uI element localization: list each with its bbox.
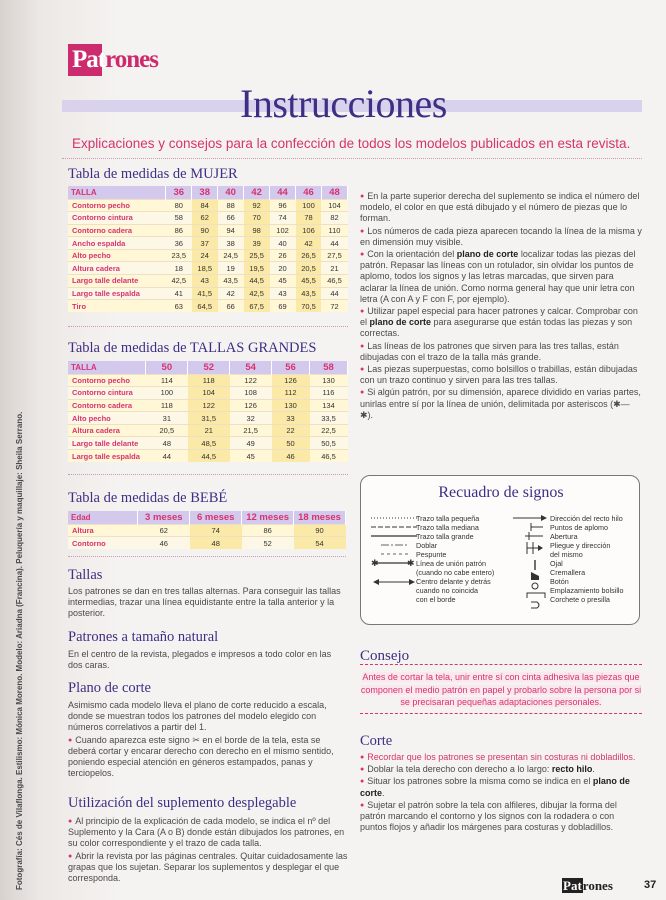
table-cell: 37 xyxy=(192,237,218,250)
table-cell: 98 xyxy=(244,224,270,237)
table-cell: 31 xyxy=(146,412,188,425)
table-cell: 23,5 xyxy=(166,249,192,262)
header-size: 56 xyxy=(272,361,310,374)
row-label: Contorno cintura xyxy=(68,387,146,400)
abertura-icon xyxy=(525,532,543,540)
table-cell: 21 xyxy=(188,424,230,437)
page-title: Instrucciones xyxy=(240,81,447,126)
subtitle-rule xyxy=(62,158,642,159)
table-cell: 108 xyxy=(230,387,272,400)
right-signs-symbols xyxy=(511,514,551,614)
row-label: Altura cadera xyxy=(68,424,146,437)
title-bar xyxy=(62,80,642,126)
right-signs-labels xyxy=(550,514,624,604)
table-row xyxy=(68,212,348,225)
logo-text xyxy=(72,46,158,74)
plano-section xyxy=(68,700,348,780)
table-cell: 70,5 xyxy=(296,300,322,313)
row-label: Largo talle delante xyxy=(68,437,146,450)
svg-text:✱: ✱ xyxy=(371,558,379,568)
table-cell: 44,5 xyxy=(188,450,230,463)
suplemento-section xyxy=(68,816,348,885)
sign-label: Trazo talla grande xyxy=(416,532,474,541)
right-bullet-7: ● Si algún patrón, por su dimensión, aparece dividido en varias partes, unirlas entre sí por la línea de unión, delimitada por asteriscos (✱—✱). xyxy=(360,387,642,421)
tamano-text: En el centro de la revista, plegados e impresos a todo color en las dos caras. xyxy=(68,649,332,671)
row-label: Contorno cadera xyxy=(68,399,146,412)
right-bullet-6: ● Las piezas superpuestas, como bolsillos o trabillas, están dibujadas con un trazo continuo y sirven para las tres tallas. xyxy=(360,364,642,386)
table-cell: 72 xyxy=(321,300,347,313)
header-size: 6 meses xyxy=(190,511,242,524)
table-row xyxy=(68,374,348,387)
table-cell: 130 xyxy=(272,399,310,412)
table-row xyxy=(68,287,348,300)
table-cell: 46 xyxy=(272,450,310,463)
page-subtitle: Explicaciones y consejos para la confección de todos los modelos publicados en esta revista. xyxy=(72,136,631,151)
table-rule xyxy=(68,556,346,557)
table-cell: 45 xyxy=(270,275,296,288)
table-cell: 43 xyxy=(192,275,218,288)
table-row xyxy=(68,537,346,550)
table-rule xyxy=(68,474,348,475)
left-signs-labels xyxy=(416,514,494,604)
header-size: 12 meses xyxy=(242,511,294,524)
table-cell: 110 xyxy=(321,224,347,237)
table-cell: 26 xyxy=(270,249,296,262)
table-cell: 27,5 xyxy=(321,249,347,262)
table-cell: 22,5 xyxy=(310,424,348,437)
header-size: 40 xyxy=(218,186,244,199)
right-column-text xyxy=(360,191,642,422)
logo-rest: rones xyxy=(105,46,158,73)
table-cell: 44,5 xyxy=(244,275,270,288)
bebe-table-title: Tabla de medidas de BEBÉ xyxy=(68,490,228,506)
table-cell: 41 xyxy=(166,287,192,300)
photo-credit: Fotografía: Cés de Vilaflonga. Estilismo: Mónica Moreno. Modelo: Ariadna (Francina). Peluquería y maquillaje: Sheila Serrano. xyxy=(15,411,24,890)
table-cell: 116 xyxy=(310,387,348,400)
table-cell: 46,5 xyxy=(321,275,347,288)
sign-label: del mismo xyxy=(550,550,583,559)
suplemento-bullet-1: ● Al principio de la explicación de cada modelo, se indica el nº del Suplemento y la Cara (A o B) donde están dibujados los patrones, en su color correspondiente y el trazo de cada talla. xyxy=(68,816,348,850)
row-label: Contorno cintura xyxy=(68,212,166,225)
sign-label: (cuando no cabe entero) xyxy=(416,568,495,577)
table-cell: 21,5 xyxy=(230,424,272,437)
table-cell: 33,5 xyxy=(310,412,348,425)
sign-label: Emplazamiento bolsillo xyxy=(550,586,624,595)
bebe-size-table xyxy=(68,511,346,549)
header-size: 3 meses xyxy=(138,511,190,524)
bolsillo-icon xyxy=(527,593,545,598)
header-label: Edad xyxy=(68,511,138,524)
footer-logo-rest: rones xyxy=(582,878,613,893)
table-cell: 50 xyxy=(272,437,310,450)
right-bullet-3 xyxy=(360,249,642,305)
row-label: Contorno pecho xyxy=(68,374,146,387)
table-cell: 82 xyxy=(321,212,347,225)
header-size: 48 xyxy=(321,186,347,199)
table-cell: 118 xyxy=(188,374,230,387)
table-cell: 48,5 xyxy=(188,437,230,450)
sign-label: cuando no coincida xyxy=(416,586,478,595)
table-cell: 44 xyxy=(321,287,347,300)
table-header-row xyxy=(68,186,348,199)
row-label: Altura cadera xyxy=(68,262,166,275)
page-number: 37 xyxy=(644,879,657,891)
signs-title: Recuadro de signos xyxy=(438,484,564,501)
table-row xyxy=(68,199,348,212)
right-bullet-4 xyxy=(360,306,642,340)
table-cell: 112 xyxy=(272,387,310,400)
table-cell: 19,5 xyxy=(244,262,270,275)
table-cell: 43,5 xyxy=(296,287,322,300)
b3-end: localizar todas las piezas del patrón. Repasar las líneas con un rotulador, sin olvidar los puntos de aplomo, todos los signos y las letras marcadas, que sirven para aclarar la línea de unión. Como norma general hay que unir letra con letra (A con A y F con F, por ejemplo). xyxy=(360,249,636,304)
table-cell: 21 xyxy=(321,262,347,275)
table-cell: 36 xyxy=(166,237,192,250)
right-bullet-5: ● Las líneas de los patrones que sirven para las tres tallas, están dibujadas con el trazo de la talla más grande. xyxy=(360,341,642,363)
table-cell: 18 xyxy=(166,262,192,275)
table-cell: 32 xyxy=(230,412,272,425)
corchete-icon xyxy=(531,602,539,608)
sign-label: Trazo talla mediana xyxy=(416,523,479,532)
sign-label: Trazo talla pequeña xyxy=(416,514,480,523)
row-label: Tiro xyxy=(68,300,166,313)
table-row xyxy=(68,437,348,450)
sign-label: Corchete o presilla xyxy=(550,595,610,604)
table-cell: 52 xyxy=(242,537,294,550)
table-cell: 48 xyxy=(146,437,188,450)
table-header-row xyxy=(68,511,346,524)
table-row xyxy=(68,275,348,288)
table-row xyxy=(68,399,348,412)
grandes-size-table xyxy=(68,361,348,462)
table-cell: 86 xyxy=(166,224,192,237)
table-cell: 40 xyxy=(270,237,296,250)
table-cell: 48 xyxy=(190,537,242,550)
footer-logo xyxy=(562,878,613,894)
table-cell: 20,5 xyxy=(146,424,188,437)
linea-union-icon xyxy=(371,558,415,568)
table-cell: 84 xyxy=(192,199,218,212)
header-size: 52 xyxy=(188,361,230,374)
table-header-row xyxy=(68,361,348,374)
table-cell: 126 xyxy=(272,374,310,387)
header-size: 58 xyxy=(310,361,348,374)
consejo-title: Consejo xyxy=(360,648,410,664)
b4-bold: plano de corte xyxy=(369,317,432,328)
svg-text:✱: ✱ xyxy=(407,558,415,568)
table-cell: 64,5 xyxy=(192,300,218,313)
row-label: Largo talle espalda xyxy=(68,450,146,463)
table-cell: 20,5 xyxy=(296,262,322,275)
corte-title: Corte xyxy=(360,733,393,749)
table-cell: 24,5 xyxy=(218,249,244,262)
table-cell: 67,5 xyxy=(244,300,270,313)
b4-start: Utilizar papel especial para hacer patrones y calcar. Comprobar con el xyxy=(360,306,638,328)
suplemento-bullet-2: ● Abrir la revista por las páginas centrales. Quitar cuidadosamente las grapas que los sujetan. Separar los suplementos y desplegar el que corresponda. xyxy=(68,851,348,885)
header-size: 38 xyxy=(192,186,218,199)
table-cell: 38 xyxy=(218,237,244,250)
sign-label: Pliegue y dirección xyxy=(550,541,611,550)
table-cell: 54 xyxy=(294,537,346,550)
table-cell: 42 xyxy=(218,287,244,300)
table-cell: 26,5 xyxy=(296,249,322,262)
consejo-text: Antes de cortar la tela, unir entre sí con cinta adhesiva las piezas que componen el medio patrón en papel y probarlo sobre la persona por si se precisaran pequeñas adaptaciones personales. xyxy=(360,672,642,707)
table-cell: 86 xyxy=(242,524,294,537)
aplomo-icon xyxy=(531,523,543,531)
table-cell: 46,5 xyxy=(310,450,348,463)
table-cell: 46 xyxy=(138,537,190,550)
footer-logo-prefix: Pat xyxy=(563,878,582,893)
corte-b2-text: Doblar la tela derecho con derecho a lo largo: xyxy=(367,764,552,775)
table-cell: 20 xyxy=(270,262,296,275)
header-size: 18 meses xyxy=(294,511,346,524)
corte-bullet-4: ● Sujetar el patrón sobre la tela con alfileres, dibujar la forma del patrón marcando el contorno y los signos con la rodadera o con puntos flojos y añadir los márgenes para costuras y dobladillos. xyxy=(360,800,642,834)
cremallera-icon xyxy=(531,572,539,580)
table-cell: 49 xyxy=(230,437,272,450)
consejo-box xyxy=(360,664,642,714)
centro-delante-icon xyxy=(373,579,415,585)
table-cell: 39 xyxy=(244,237,270,250)
table-cell: 42,5 xyxy=(244,287,270,300)
table-cell: 25,5 xyxy=(244,249,270,262)
recto-hilo-icon xyxy=(513,515,547,521)
table-row xyxy=(68,300,348,313)
table-row xyxy=(68,262,348,275)
corte-bullet-3: ● Situar los patrones sobre la misma como se indica en el plano de corte. xyxy=(360,776,642,798)
table-cell: 100 xyxy=(296,199,322,212)
b3-bold: plano de corte xyxy=(456,249,519,260)
table-cell: 70 xyxy=(244,212,270,225)
table-cell: 104 xyxy=(321,199,347,212)
table-cell: 78 xyxy=(296,212,322,225)
table-cell: 18,5 xyxy=(192,262,218,275)
table-row xyxy=(68,237,348,250)
header-size: 54 xyxy=(230,361,272,374)
row-label: Altura xyxy=(68,524,138,537)
table-cell: 22 xyxy=(272,424,310,437)
sign-label: Centro delante y detrás xyxy=(416,577,491,586)
table-cell: 114 xyxy=(146,374,188,387)
right-bullet-2: ● Los números de cada pieza aparecen tocando la línea de la misma y en dimensión muy visible. xyxy=(360,226,642,248)
row-label: Alto pecho xyxy=(68,249,166,262)
header-label: TALLA xyxy=(68,186,166,199)
sign-label: Pespunte xyxy=(416,550,447,559)
table-cell: 90 xyxy=(192,224,218,237)
mujer-size-table xyxy=(68,186,348,312)
plano-bullet: ● Cuando aparezca este signo ✂ en el borde de la tela, esta se deberá cortar y encarar derecho con derecho en el mismo sentido, poniendo especial atención en géneros estampados, panas y terciopelos. xyxy=(68,735,348,780)
corte-bullet-1: ● Recordar que los patrones se presentan sin costuras ni dobladillos. xyxy=(360,752,642,763)
tallas-text: Los patrones se dan en tres tallas alternas. Para conseguir las tallas intermedias, trazar una línea equidistante entre la talla anterior y la posterior. xyxy=(68,586,341,619)
table-cell: 42 xyxy=(296,237,322,250)
table-cell: 80 xyxy=(166,199,192,212)
table-cell: 96 xyxy=(270,199,296,212)
table-cell: 88 xyxy=(218,199,244,212)
table-cell: 66 xyxy=(218,212,244,225)
table-row xyxy=(68,524,346,537)
table-cell: 44 xyxy=(146,450,188,463)
table-cell: 43 xyxy=(270,287,296,300)
table-cell: 58 xyxy=(166,212,192,225)
table-cell: 90 xyxy=(294,524,346,537)
right-bullet-1: ● En la parte superior derecha del suplemento se indica el número del modelo, el color en que está dibujado y el número de piezas que lo forman. xyxy=(360,191,642,225)
corte-bullet-2: ● Doblar la tela derecho con derecho a lo largo: recto hilo. xyxy=(360,764,642,775)
table-row xyxy=(68,424,348,437)
header-size: 44 xyxy=(270,186,296,199)
header-size: 36 xyxy=(166,186,192,199)
row-label: Contorno cadera xyxy=(68,224,166,237)
table-cell: 106 xyxy=(296,224,322,237)
sign-label: Cremallera xyxy=(550,568,586,577)
table-cell: 42,5 xyxy=(166,275,192,288)
sign-label: Doblar xyxy=(416,541,438,550)
table-cell: 31,5 xyxy=(188,412,230,425)
signs-box xyxy=(360,475,640,625)
table-row xyxy=(68,450,348,463)
table-cell: 122 xyxy=(230,374,272,387)
table-cell: 118 xyxy=(146,399,188,412)
table-cell: 92 xyxy=(244,199,270,212)
row-label: Largo talle espalda xyxy=(68,287,166,300)
pliegue-icon xyxy=(527,542,543,554)
table-cell: 100 xyxy=(146,387,188,400)
suplemento-title: Utilización del suplemento desplegable xyxy=(68,795,297,811)
table-cell: 74 xyxy=(270,212,296,225)
table-cell: 50,5 xyxy=(310,437,348,450)
table-cell: 102 xyxy=(270,224,296,237)
table-row xyxy=(68,412,348,425)
header-size: 50 xyxy=(146,361,188,374)
row-label: Ancho espalda xyxy=(68,237,166,250)
row-label: Largo talle delante xyxy=(68,275,166,288)
plano-text: Asimismo cada modelo lleva el plano de corte reducido a escala, donde se muestran todos los patrones del modelo elegido con números correlativos a partir del 1. xyxy=(68,700,327,733)
b4-end: para asegurarse que están todas las piezas y son correctas. xyxy=(360,317,633,339)
sign-label: Abertura xyxy=(550,532,578,541)
row-label: Contorno pecho xyxy=(68,199,166,212)
b3-start: Con la orientación del xyxy=(367,249,457,260)
sign-label: Dirección del recto hilo xyxy=(550,514,623,523)
table-cell: 130 xyxy=(310,374,348,387)
table-cell: 24 xyxy=(192,249,218,262)
table-cell: 69 xyxy=(270,300,296,313)
header-label: TALLA xyxy=(68,361,146,374)
table-cell: 94 xyxy=(218,224,244,237)
table-rule xyxy=(68,326,348,327)
table-cell: 43,5 xyxy=(218,275,244,288)
sign-label: con el borde xyxy=(416,595,456,604)
table-cell: 41,5 xyxy=(192,287,218,300)
table-cell: 45,5 xyxy=(296,275,322,288)
sign-label: Puntos de aplomo xyxy=(550,523,608,532)
table-cell: 122 xyxy=(188,399,230,412)
table-cell: 44 xyxy=(321,237,347,250)
table-cell: 66 xyxy=(218,300,244,313)
corte-b3-bold: plano de corte xyxy=(360,776,630,798)
corte-section xyxy=(360,752,642,834)
row-label: Alto pecho xyxy=(68,412,146,425)
table-cell: 104 xyxy=(188,387,230,400)
sign-label: Línea de unión patrón xyxy=(416,559,486,568)
table-cell: 63 xyxy=(166,300,192,313)
corte-b3-text: Situar los patrones sobre la misma como se indica en el xyxy=(367,776,593,787)
header-size: 42 xyxy=(244,186,270,199)
table-cell: 33 xyxy=(272,412,310,425)
table-cell: 62 xyxy=(138,524,190,537)
table-cell: 45 xyxy=(230,450,272,463)
corte-b2-bold: recto hilo xyxy=(551,764,593,775)
table-row xyxy=(68,224,348,237)
logo-prefix: Pat xyxy=(72,46,106,73)
table-cell: 19 xyxy=(218,262,244,275)
table-row xyxy=(68,387,348,400)
table-cell: 62 xyxy=(192,212,218,225)
sign-label: Ojal xyxy=(550,559,563,568)
row-label: Contorno xyxy=(68,537,138,550)
sign-label: Botón xyxy=(550,577,569,586)
table-cell: 134 xyxy=(310,399,348,412)
header-size: 46 xyxy=(296,186,322,199)
boton-icon xyxy=(532,583,538,589)
table-cell: 126 xyxy=(230,399,272,412)
table-cell: 74 xyxy=(190,524,242,537)
table-row xyxy=(68,249,348,262)
plano-title: Plano de corte xyxy=(68,680,151,696)
mujer-table-title: Tabla de medidas de MUJER xyxy=(68,166,238,182)
tamano-title: Patrones a tamaño natural xyxy=(68,629,219,645)
grandes-table-title: Tabla de medidas de TALLAS GRANDES xyxy=(68,340,317,356)
tallas-title: Tallas xyxy=(68,567,103,583)
